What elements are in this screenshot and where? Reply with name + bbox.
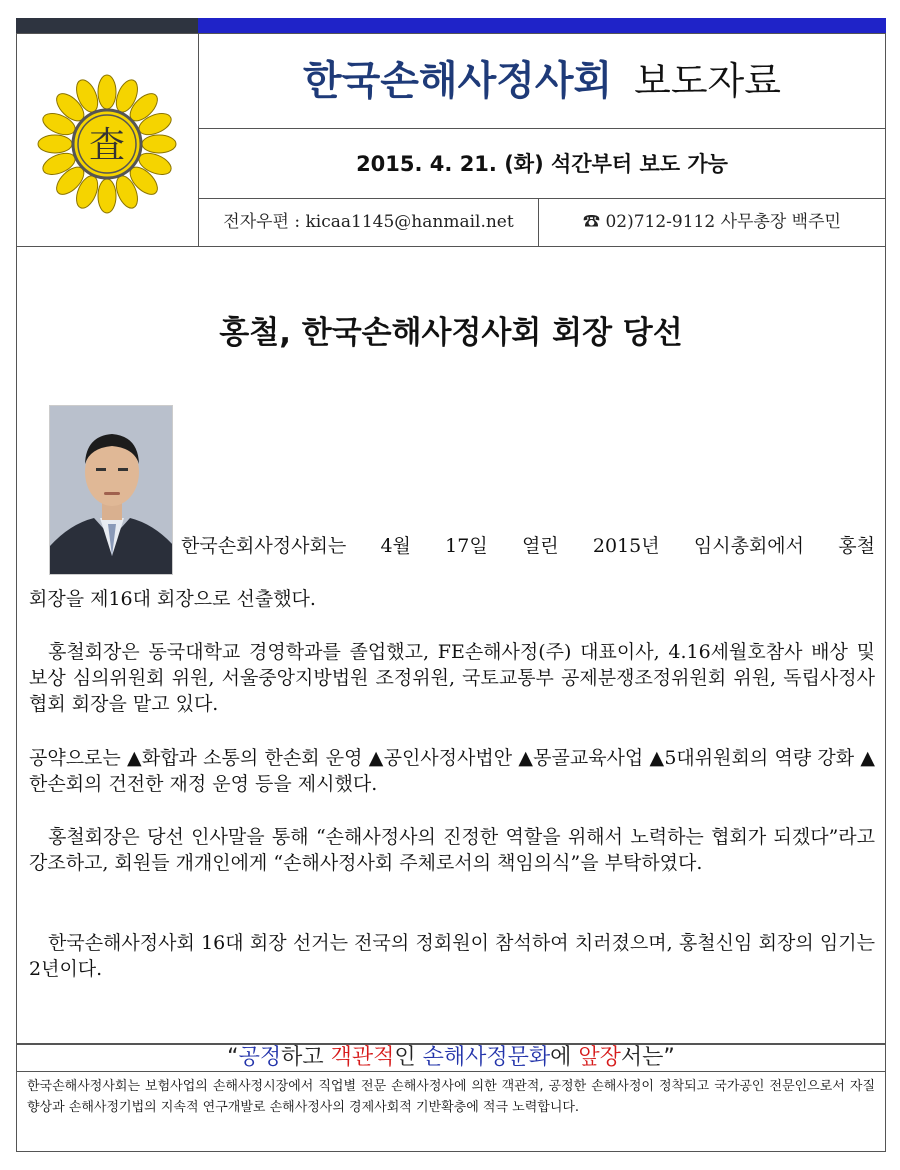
logo-character: 査 [88, 125, 126, 166]
embargo-date: 2015. 4. 21. (화) 석간부터 보도 가능 [199, 129, 885, 199]
slogan-text-4: 서는 [620, 1045, 664, 1070]
slogan-quote-open: “ [227, 1045, 239, 1070]
slogan [16, 1044, 886, 1072]
header-table [16, 33, 886, 247]
org-title: 한국손해사정사회 [303, 58, 613, 104]
contact-email: 전자우편 : kicaa1145@hanmail.net [199, 199, 539, 246]
slogan-text-2: 인 [394, 1045, 423, 1070]
slogan-word-objective: 객관적 [330, 1045, 395, 1070]
slogan-word-lead: 앞장 [578, 1045, 621, 1070]
slogan-word-culture: 손해사정문화 [422, 1045, 551, 1070]
contact-phone: ☎ 02)712-9112 사무총장 백주민 [583, 212, 841, 232]
paragraph-1-rest: 회장을 제16대 회장으로 선출했다. [29, 588, 316, 610]
slogan-text-1: 하고 [281, 1045, 331, 1070]
title-cell [199, 34, 885, 129]
article-headline: 홍철, 한국손해사정사회 회장 당선 [219, 315, 683, 351]
paragraph-3: 공약으로는 ▲화합과 소통의 한손회 운영 ▲공인사정사법안 ▲몽골교육사업 ▲5대위원회의 역량 강화 ▲한손회의 건전한 재정 운영 등을 제시했다. [29, 747, 875, 795]
doc-type-title: 보도자료 [634, 59, 781, 103]
logo-cell [17, 34, 199, 246]
paragraph-2: 홍철회장은 동국대학교 경영학과를 졸업했고, FE손해사정(주) 대표이사, 4.16세월호참사 배상 및 보상 심의위원회 위원, 서울중앙지방법원 조정위원, 국토교통부 공제분쟁조정위원회 위원, 독립사정사협회 회장을 맡고 있다. [29, 641, 875, 715]
slogan-quote-close: ” [663, 1045, 675, 1070]
article-body [16, 247, 886, 1044]
top-bar-dark [16, 18, 198, 33]
paragraph-5: 한국손해사정사회 16대 회장 선거는 전국의 정회원이 참석하여 치러졌으며, 홍철신임 회장의 임기는 2년이다. [29, 932, 875, 980]
slogan-word-fair: 공정 [238, 1045, 282, 1070]
slogan-text-3: 에 [550, 1045, 579, 1070]
association-logo-icon [37, 74, 177, 214]
press-release-page [16, 18, 886, 1152]
paragraph-4: 홍철회장은 당선 인사말을 통해 “손해사정사의 진정한 역할을 위해서 노력하는 협회가 되겠다”라고 강조하고, 회원들 개개인에게 “손해사정사회 주체로서의 책임의식”을 부탁하였다. [29, 826, 875, 874]
footer-mission-statement: 한국손해사정사회는 보험사업의 손해사정시장에서 직업별 전문 손해사정사에 의한 객관적, 공정한 손해사정이 정착되고 국가공인 전문인으로서 자질향상과 손해사정기법의 지속적 연구개발로 손해사정사의 경제사회적 기반확충에 적극 노력합니다. [16, 1072, 886, 1152]
paragraph-1-first-line: 한국손회사정사회는 4월 17일 열린 2015년 임시총회에서 홍철 [181, 535, 875, 557]
president-photo [49, 405, 173, 575]
top-bar-blue [198, 18, 886, 33]
